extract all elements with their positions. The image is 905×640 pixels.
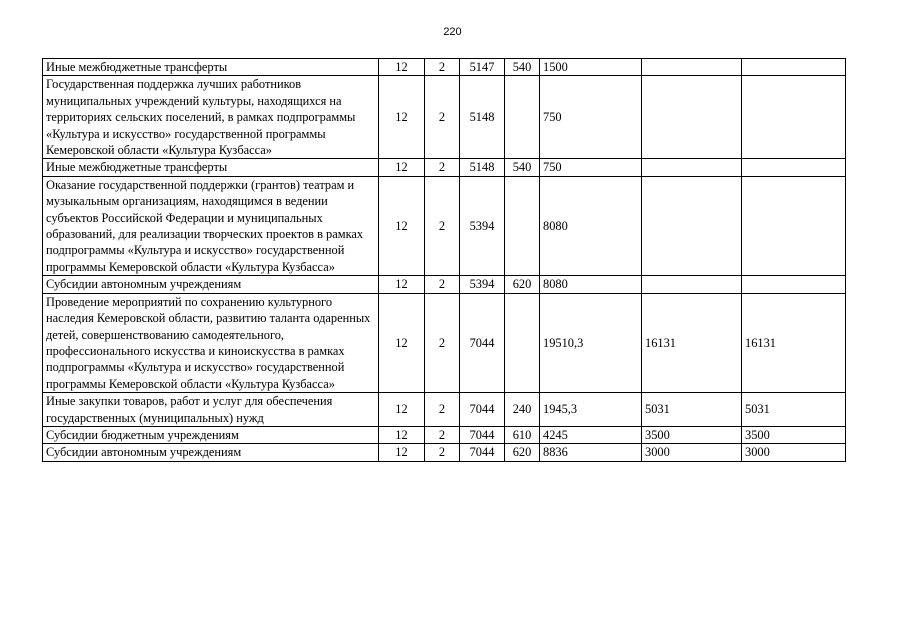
row-target-article: 5147 [460, 59, 505, 76]
row-sum-year1: 8836 [540, 444, 642, 461]
row-expense-type [505, 76, 540, 159]
row-sum-year2 [642, 276, 742, 293]
budget-table-body [43, 59, 846, 462]
table-row [43, 444, 846, 461]
row-section: 12 [379, 159, 425, 176]
row-sum-year2: 16131 [642, 293, 742, 392]
row-sum-year3 [742, 276, 846, 293]
row-subsection: 2 [425, 426, 460, 443]
row-sum-year1: 8080 [540, 276, 642, 293]
row-sum-year2 [642, 176, 742, 275]
row-subsection: 2 [425, 276, 460, 293]
row-sum-year2: 3000 [642, 444, 742, 461]
row-sum-year3 [742, 176, 846, 275]
row-section: 12 [379, 276, 425, 293]
row-section: 12 [379, 176, 425, 275]
row-sum-year1: 4245 [540, 426, 642, 443]
row-sum-year3 [742, 59, 846, 76]
row-target-article: 5394 [460, 176, 505, 275]
row-name: Субсидии автономным учреждениям [43, 276, 379, 293]
row-subsection: 2 [425, 76, 460, 159]
row-sum-year1: 8080 [540, 176, 642, 275]
row-sum-year1: 1945,3 [540, 393, 642, 427]
row-subsection: 2 [425, 176, 460, 275]
row-sum-year3 [742, 76, 846, 159]
row-sum-year3: 3500 [742, 426, 846, 443]
table-row [43, 393, 846, 427]
budget-table [42, 58, 846, 462]
row-section: 12 [379, 59, 425, 76]
row-target-article: 5148 [460, 159, 505, 176]
row-expense-type: 620 [505, 276, 540, 293]
row-sum-year1: 1500 [540, 59, 642, 76]
row-sum-year3: 5031 [742, 393, 846, 427]
table-row [43, 426, 846, 443]
row-section: 12 [379, 444, 425, 461]
row-expense-type: 620 [505, 444, 540, 461]
row-subsection: 2 [425, 159, 460, 176]
row-name: Оказание государственной поддержки (грантов) театрам и музыкальным организациям, находящимся в ведении субъектов Российской Федерации и муниципальных образований, для реализации творческих проектов в рамках подпрограммы «Культура и искусство» государственной программы Кемеровской области «Культура Кузбасса» [43, 176, 379, 275]
row-name: Иные межбюджетные трансферты [43, 59, 379, 76]
row-section: 12 [379, 76, 425, 159]
row-target-article: 5394 [460, 276, 505, 293]
page-number: 220 [443, 26, 462, 38]
row-expense-type [505, 176, 540, 275]
row-subsection: 2 [425, 59, 460, 76]
row-section: 12 [379, 426, 425, 443]
row-sum-year3 [742, 159, 846, 176]
row-sum-year2 [642, 76, 742, 159]
row-sum-year1: 750 [540, 159, 642, 176]
row-target-article: 7044 [460, 293, 505, 392]
row-sum-year3: 16131 [742, 293, 846, 392]
row-section: 12 [379, 293, 425, 392]
row-subsection: 2 [425, 293, 460, 392]
row-target-article: 5148 [460, 76, 505, 159]
row-subsection: 2 [425, 444, 460, 461]
row-sum-year2: 3500 [642, 426, 742, 443]
row-sum-year1: 19510,3 [540, 293, 642, 392]
row-section: 12 [379, 393, 425, 427]
row-target-article: 7044 [460, 426, 505, 443]
row-sum-year1: 750 [540, 76, 642, 159]
row-sum-year2: 5031 [642, 393, 742, 427]
row-name: Субсидии автономным учреждениям [43, 444, 379, 461]
row-name: Государственная поддержка лучших работников муниципальных учреждений культуры, находящихся на территориях сельских поселений, в рамках подпрограммы «Культура и искусство» государственной программы Кемеровской области «Культура Кузбасса» [43, 76, 379, 159]
row-expense-type: 540 [505, 159, 540, 176]
row-expense-type: 540 [505, 59, 540, 76]
row-name: Проведение мероприятий по сохранению культурного наследия Кемеровской области, развитию таланта одаренных детей, совершенствованию самодеятельного, профессионального искусства и киноискусства в рамках подпрограммы «Культура и искусство» государственной программы Кемеровской области «Культура Кузбасса» [43, 293, 379, 392]
table-row [43, 76, 846, 159]
row-sum-year3: 3000 [742, 444, 846, 461]
table-row [43, 159, 846, 176]
row-subsection: 2 [425, 393, 460, 427]
row-name: Субсидии бюджетным учреждениям [43, 426, 379, 443]
table-row [43, 176, 846, 275]
table-row [43, 276, 846, 293]
row-name: Иные закупки товаров, работ и услуг для обеспечения государственных (муниципальных) нужд [43, 393, 379, 427]
row-target-article: 7044 [460, 444, 505, 461]
row-expense-type [505, 293, 540, 392]
row-sum-year2 [642, 59, 742, 76]
row-name: Иные межбюджетные трансферты [43, 159, 379, 176]
table-row [43, 293, 846, 392]
row-expense-type: 610 [505, 426, 540, 443]
row-target-article: 7044 [460, 393, 505, 427]
row-sum-year2 [642, 159, 742, 176]
row-expense-type: 240 [505, 393, 540, 427]
table-row [43, 59, 846, 76]
